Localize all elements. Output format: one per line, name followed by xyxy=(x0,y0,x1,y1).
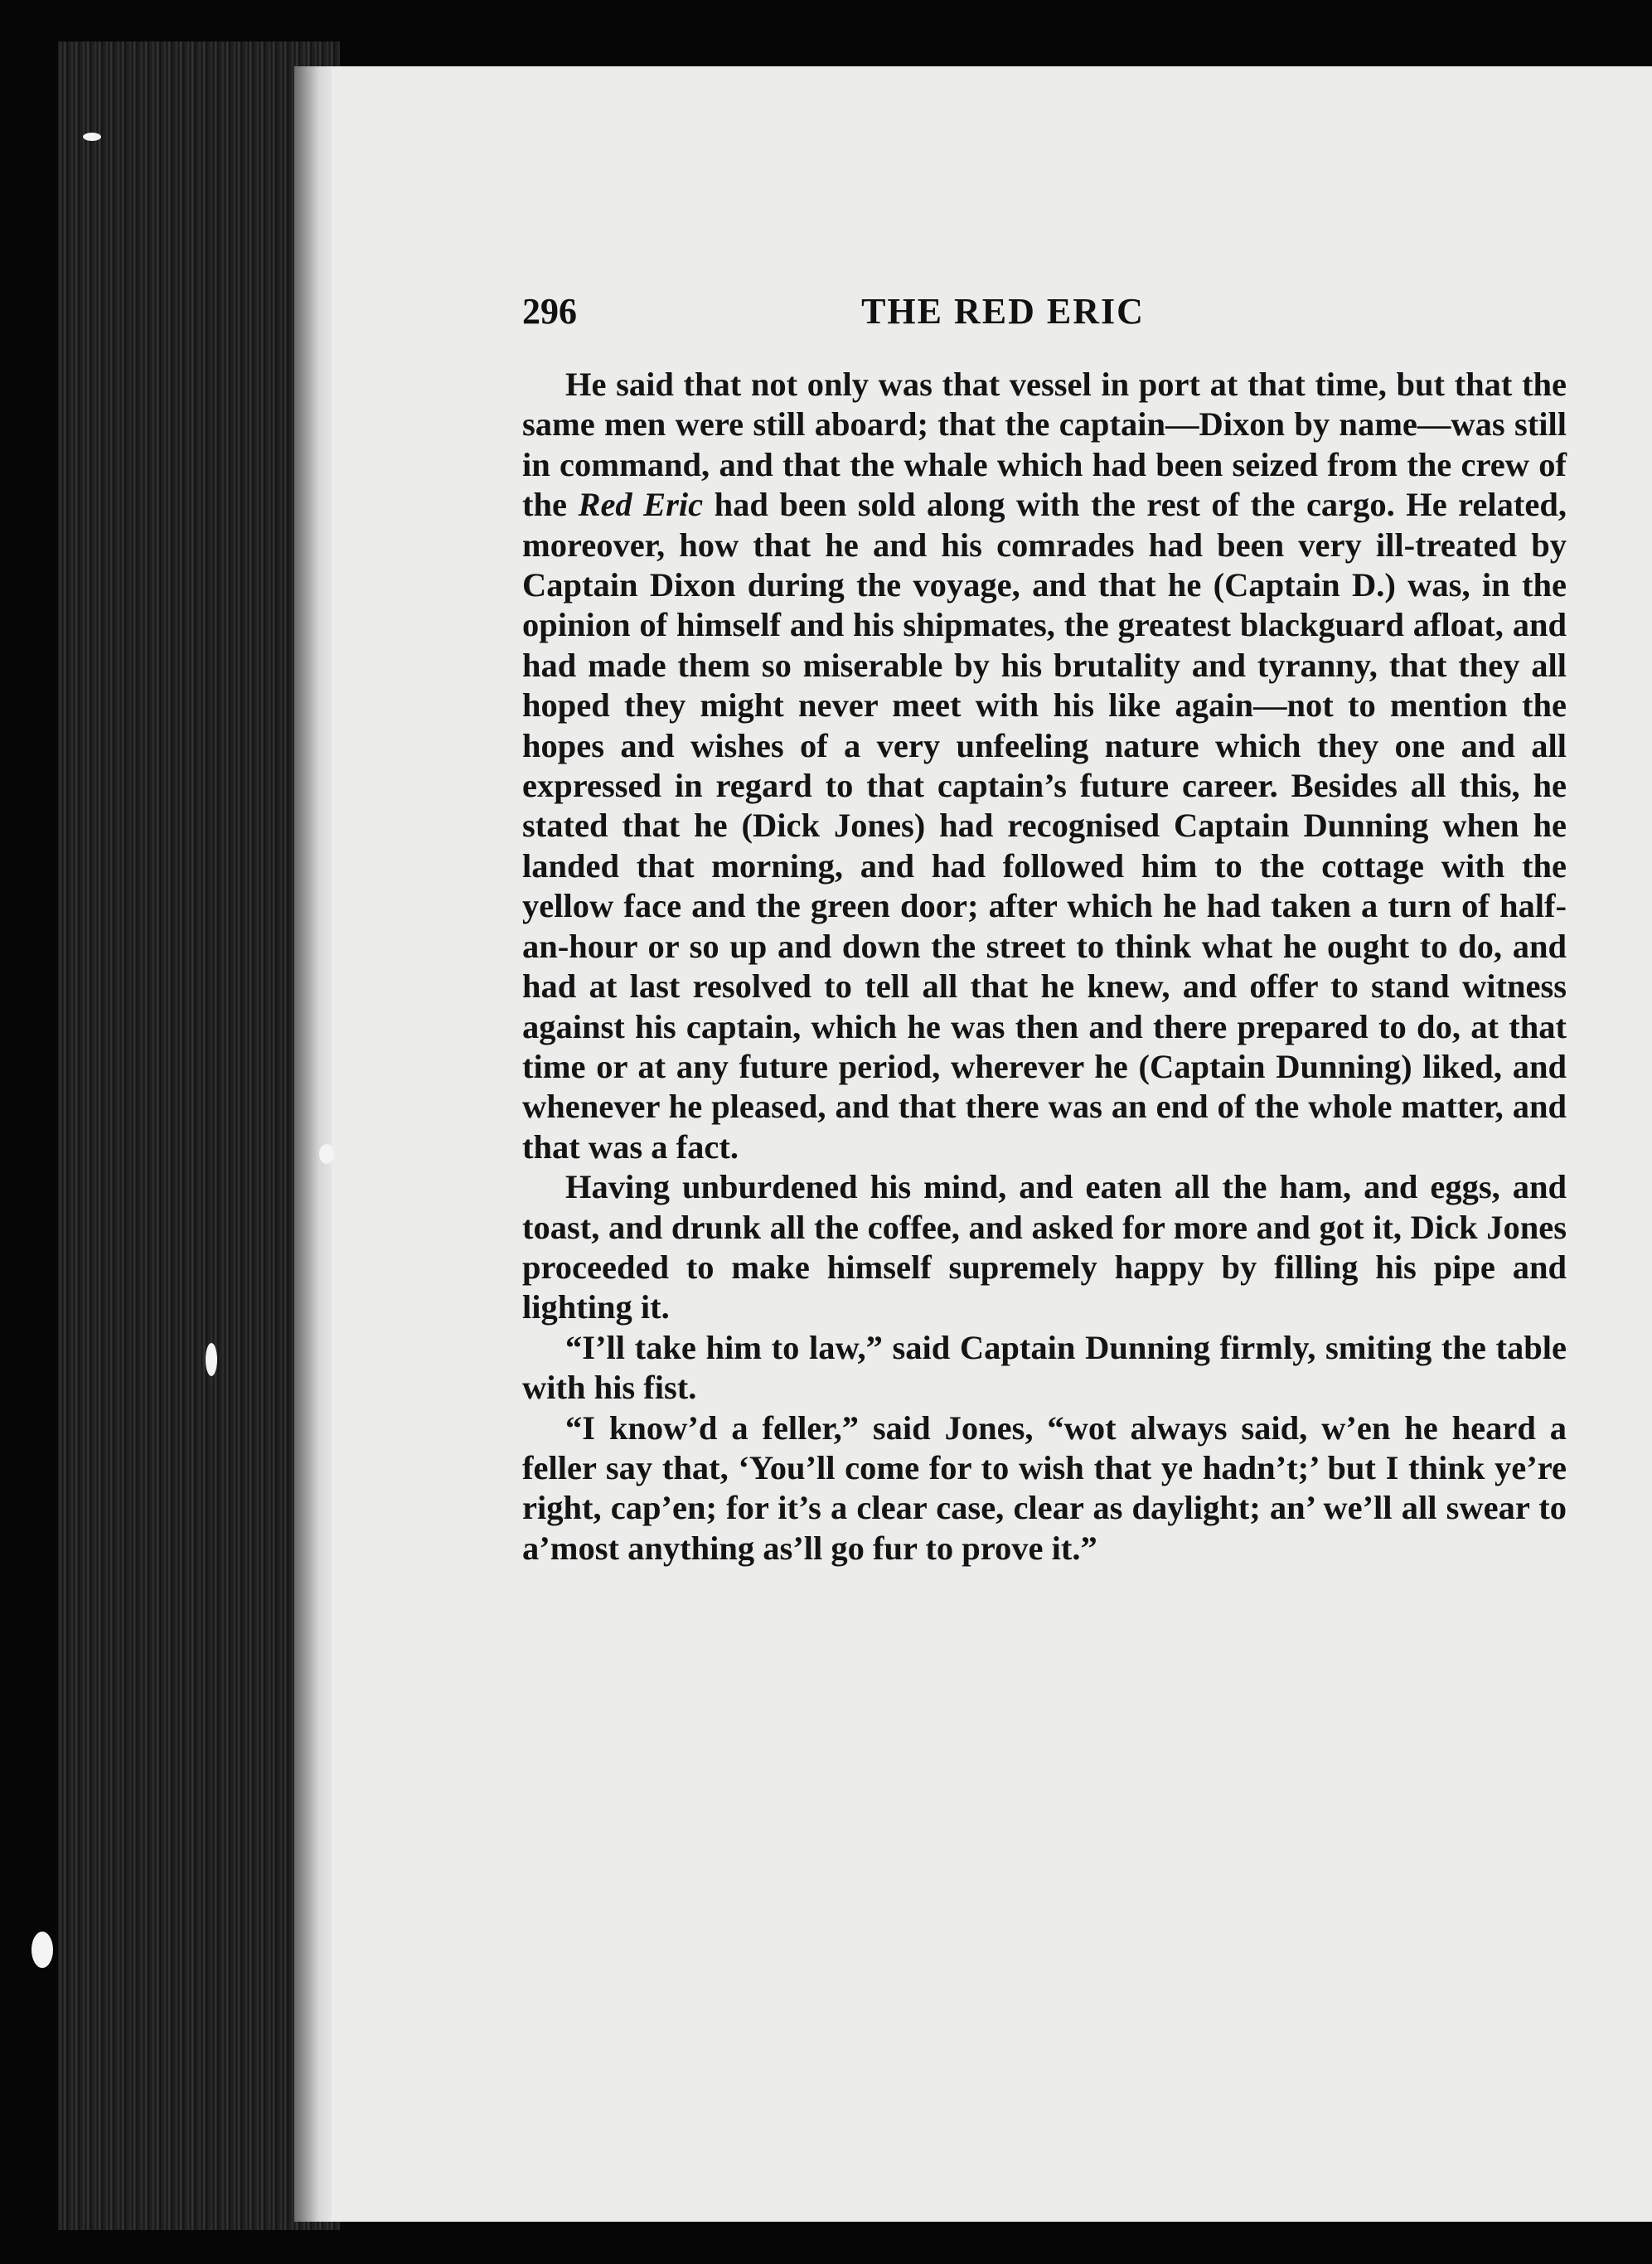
body-text xyxy=(522,365,1567,1568)
scan-speck xyxy=(319,1144,334,1164)
ship-name: Red Eric xyxy=(578,486,704,524)
page-title: THE RED ERIC xyxy=(861,291,1145,332)
paragraph-1-before: He said that not only was that vessel in port at that time, but that the same men were still aboard; that the captain—Dixon by name—was still in command, and that the whale which had been seized from the crew of the xyxy=(522,366,1567,524)
paragraph-1-after: had been sold along with the rest of the cargo. He related, moreover, how that he and his comrades had been very ill-treated by Captain Dixon during the voyage, and that he (Captain D.) was, in the opinion of himself and his shipmates, the greatest blackguard afloat, and had made them so miserable by his brutality and tyranny, that they all hoped they might never meet with his like again—not to mention the hopes and wishes of a very unfeeling nature which they one and all expressed in regard to that captain’s future career. Besides all this, he stated that he (Dick Jones) had recognised Captain Dunning when he landed that morning, and had followed him to the cottage with the yellow face and the green door; after which he had taken a turn of half-an-hour or so up and down the street to think what he ought to do, and had at last resolved to tell all that he knew, and offer to stand witness against his captain, which he was then and there prepared to do, at that time or at any future period, wherever he (Captain Dunning) liked, and whenever he pleased, and that there was an end of the whole matter, and that was a fact. xyxy=(522,486,1567,1166)
paragraph-4: “I know’d a feller,” said Jones, “wot always said, w’en he heard a feller say that, ‘You’ll come for to wish that ye hadn’t;’ but I think ye’re right, cap’en; for it’s a clear case, clear as daylight; an’ we’ll all swear to a’most anything as’ll go fur to prove it.” xyxy=(522,1408,1567,1567)
running-head xyxy=(522,290,1484,340)
scan-speck xyxy=(31,1932,53,1968)
page-number: 296 xyxy=(522,291,577,332)
paragraph-2: Having unburdened his mind, and eaten all the ham, and eggs, and toast, and drunk all the coffee, and asked for more and got it, Dick Jones proceeded to make himself supremely happy by filling his pipe and lighting it. xyxy=(522,1168,1567,1326)
paragraph-1 xyxy=(522,365,1567,1167)
paragraph-3: “I’ll take him to law,” said Captain Dunning firmly, smiting the table with his fist. xyxy=(522,1328,1567,1407)
scan-speck xyxy=(83,133,101,141)
book-page xyxy=(332,66,1652,2222)
scan-speck xyxy=(206,1343,217,1376)
